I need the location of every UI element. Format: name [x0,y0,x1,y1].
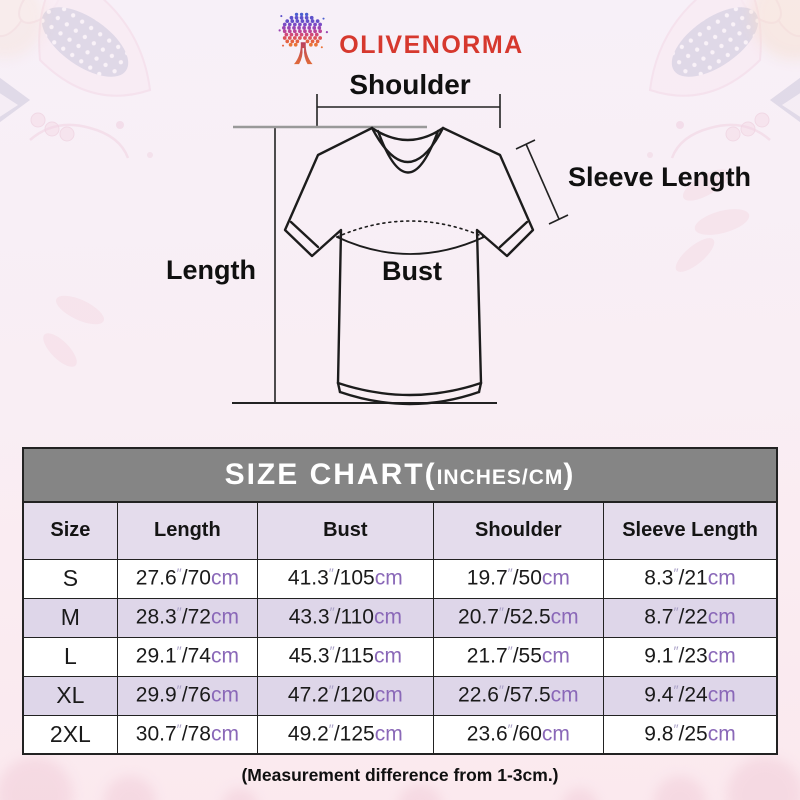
bust-label: Bust [382,256,442,286]
column-header-sleeve-length: Sleeve Length [604,502,777,559]
footer-note: (Measurement difference from 1-3cm.) [241,765,559,785]
measurement-cell: 23.6″/60cm [433,715,603,754]
column-header-bust: Bust [257,502,433,559]
table-row [23,637,777,676]
measurement-cell: 45.3″/115cm [257,637,433,676]
column-header-shoulder: Shoulder [433,502,603,559]
measurement-cell: 8.3″/21cm [604,559,777,598]
size-cell: XL [23,676,117,715]
table-row [23,598,777,637]
column-header-length: Length [117,502,257,559]
table-title-units: INCHES/CM [436,466,564,489]
brand-logo [276,8,523,68]
measurement-cell: 28.3″/72cm [117,598,257,637]
size-cell: 2XL [23,715,117,754]
table-title-main: SIZE CHART( [224,458,437,491]
measurement-cell: 22.6″/57.5cm [433,676,603,715]
size-cell: L [23,637,117,676]
size-chart-body [23,559,777,754]
tshirt-illustration [0,55,800,447]
measurement-cell: 9.4″/24cm [604,676,777,715]
measurement-cell: 47.2″/120cm [257,676,433,715]
measurement-cell: 8.7″/22cm [604,598,777,637]
measurement-cell: 21.7″/55cm [433,637,603,676]
size-cell: S [23,559,117,598]
column-header-size: Size [23,502,117,559]
measurement-cell: 9.8″/25cm [604,715,777,754]
size-chart-table [22,447,778,755]
length-label: Length [166,255,256,285]
brand-name: OLIVENORMA [339,30,524,59]
measurement-cell: 30.7″/78cm [117,715,257,754]
measurement-cell: 43.3″/110cm [257,598,433,637]
sleeve-length-label: Sleeve Length [568,162,752,192]
tree-logo-icon [276,8,330,68]
size-diagram [0,55,800,447]
size-cell: M [23,598,117,637]
measurement-cell: 9.1″/23cm [604,637,777,676]
measurement-cell: 20.7″/52.5cm [433,598,603,637]
table-row [23,715,777,754]
table-title [23,448,777,502]
measurement-cell: 19.7″/50cm [433,559,603,598]
measurement-cell: 29.9″/76cm [117,676,257,715]
table-row [23,676,777,715]
table-row [23,559,777,598]
measurement-cell: 29.1″/74cm [117,637,257,676]
table-title-close: ) [563,458,576,491]
measurement-cell: 49.2″/125cm [257,715,433,754]
measurement-cell: 27.6″/70cm [117,559,257,598]
shoulder-label: Shoulder [349,69,471,100]
measurement-cell: 41.3″/105cm [257,559,433,598]
